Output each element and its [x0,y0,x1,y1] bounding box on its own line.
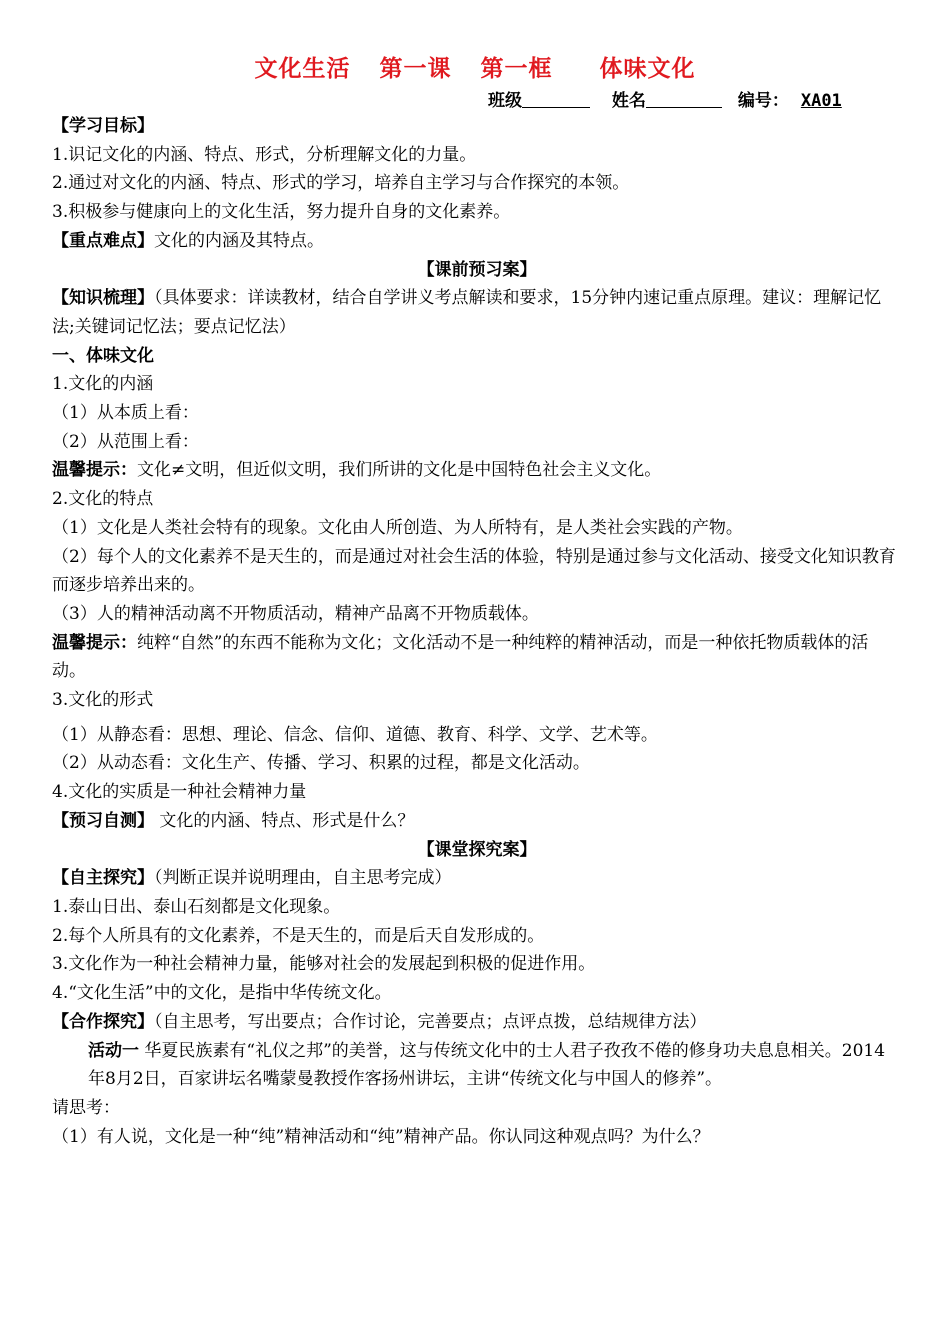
section-item: （2）从动态看：文化生产、传播、学习、积累的过程，都是文化活动。 [52,753,590,774]
key-heading: 【重点难点】 [52,230,154,251]
title-part: 文化生活 [254,56,351,82]
coop-heading: 【合作探究】 [52,1011,154,1032]
selftest-heading: 【预习自测】 [52,810,154,831]
section-item: （1）从静态看：思想、理论、信念、信仰、道德、教育、科学、文学、艺术等。 [52,724,658,745]
section-item: （1）文化是人类社会特有的现象。文化由人所创造、为人所特有，是人类社会实践的产物。 [52,517,743,538]
judge-item: 2.每个人所具有的文化素养，不是天生的，而是后天自发形成的。 [52,925,545,946]
code-label: 编号： [737,91,789,111]
judge-item: 1.泰山日出、泰山石刻都是文化现象。 [52,896,341,917]
self-explore-paragraph [52,864,902,893]
goal-item: 2.通过对文化的内涵、特点、形式的学习，培养自主学习与合作探究的本领。 [52,173,630,194]
knowledge-heading: 【知识梳理】 [52,288,154,309]
knowledge-text: （具体要求：详读教材，结合自学讲义考点解读和要求，15分钟内速记重点原理。建议：理解记忆法;关键词记忆法；要点记忆法） [52,288,882,337]
key-points [52,227,902,256]
selftest-paragraph [52,807,902,836]
section-item: 4.文化的实质是一种社会精神力量 [52,782,307,803]
class-label: 班级 [488,91,522,111]
worksheet-body [52,112,902,1151]
knowledge-paragraph [52,284,902,341]
goal-item: 1.识记文化的内涵、特点、形式，分析理解文化的力量。 [52,144,477,165]
class-blank[interactable] [522,90,590,108]
self-explore-heading: 【自主探究】 [52,868,154,889]
section-item: 2.文化的特点 [52,489,154,510]
activity-text: 华夏民族素有“礼仪之邦”的美誉，这与传统文化中的士人君子孜孜不倦的修身功夫息息相关。2014年8月2日，百家讲坛名嘴蒙曼教授作客扬州讲坛，主讲“传统文化与中国人的修养”。 [88,1040,886,1090]
section-item: （3）人的精神活动离不开物质活动，精神产品离不开物质载体。 [52,603,539,624]
tip-paragraph [52,629,902,686]
judge-item: 3.文化作为一种社会精神力量，能够对社会的发展起到积极的促进作用。 [52,954,596,975]
name-blank[interactable] [646,90,722,108]
key-text: 文化的内涵及其特点。 [154,230,324,251]
section-item: 1.文化的内涵 [52,374,154,395]
name-label: 姓名 [611,91,646,111]
tip-text: 文化≠文明，但近似文明，我们所讲的文化是中国特色社会主义文化。 [137,460,662,481]
tip-label: 温馨提示： [52,632,137,653]
student-info-line [488,86,842,111]
goals-heading: 【学习目标】 [52,116,154,136]
tip-label: 温馨提示： [52,460,137,481]
section-item: 3.文化的形式 [52,690,154,711]
think-label: 请思考： [52,1097,120,1118]
question-item: （1）有人说，文化是一种“纯”精神活动和“纯”精神产品。你认同这种观点吗？为什么？ [52,1126,710,1147]
coop-paragraph [52,1008,902,1037]
activity-label: 活动一 [88,1040,139,1061]
code-value: XA01 [800,91,842,111]
judge-item: 4.“文化生活”中的文化，是指中华传统文化。 [52,983,392,1004]
tip-text: 纯粹“自然”的东西不能称为文化；文化活动不是一种纯粹的精神活动，而是一种依托物质载体的活动。 [52,632,869,682]
title-part: 第一框 [480,56,553,82]
goal-item: 3.积极参与健康向上的文化生活，努力提升自身的文化素养。 [52,202,511,223]
coop-text: （自主思考，写出要点；合作讨论，完善要点；点评点拨，总结规律方法） [154,1011,707,1032]
activity-paragraph [52,1037,902,1094]
page-title [0,50,950,83]
section-item: （2）从范围上看： [52,431,199,452]
self-explore-text: （判断正误并说明理由，自主思考完成） [154,868,452,889]
preview-heading: 【课前预习案】 [417,259,537,280]
section-item: （1）从本质上看： [52,403,199,424]
section-item: （2）每个人的文化素养不是天生的，而是通过对社会生活的体验，特别是通过参与文化活动、接受文化知识教育而逐步培养出来的。 [52,546,896,596]
tip-paragraph [52,456,902,485]
title-part: 体味文化 [599,56,696,82]
section-title: 一、体味文化 [52,345,154,366]
title-part: 第一课 [379,56,452,82]
classroom-heading: 【课堂探究案】 [417,839,537,860]
selftest-text: 文化的内涵、特点、形式是什么？ [154,810,415,831]
